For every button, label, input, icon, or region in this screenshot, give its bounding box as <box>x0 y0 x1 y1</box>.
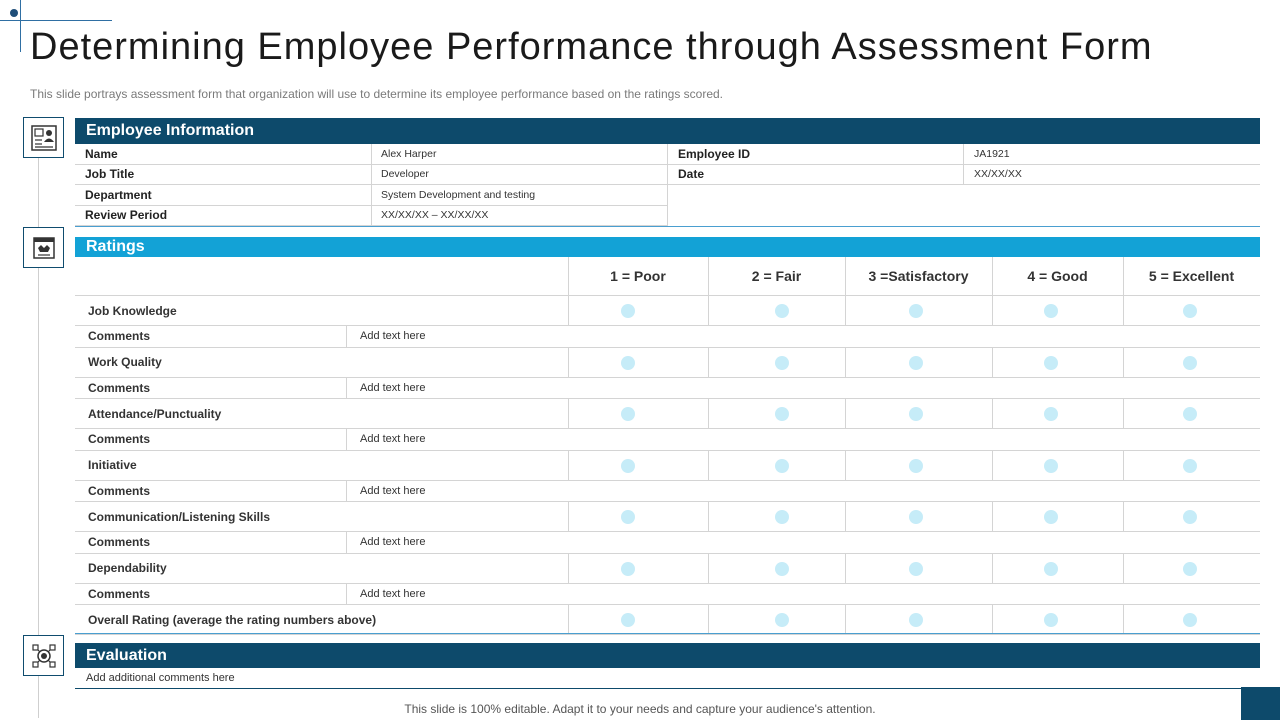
rating-option-5[interactable] <box>1183 356 1197 370</box>
page-subtitle: This slide portrays assessment form that organization will use to determine its employee performance based on the ratings scored. <box>30 87 723 101</box>
info-row-date <box>668 165 1260 186</box>
info-divider <box>963 144 964 185</box>
rating-column-divider <box>845 296 846 326</box>
criterion-row <box>75 451 1260 481</box>
info-value[interactable]: XX/XX/XX – XX/XX/XX <box>381 209 489 222</box>
comments-divider <box>346 481 347 503</box>
rating-option-5[interactable] <box>1183 562 1197 576</box>
comments-label: Comments <box>88 535 151 550</box>
rating-option-2[interactable] <box>775 304 789 318</box>
rating-option-2[interactable] <box>775 459 789 473</box>
corner-block-decoration <box>1241 687 1280 720</box>
employee-card-icon <box>23 117 64 158</box>
rating-option-4[interactable] <box>1044 510 1058 524</box>
criterion-row <box>75 296 1260 326</box>
rating-column-divider <box>992 399 993 429</box>
criterion-label: Attendance/Punctuality <box>88 406 222 421</box>
comments-label: Comments <box>88 483 151 498</box>
rating-column-divider <box>992 554 993 584</box>
rating-column-divider <box>992 605 993 635</box>
rating-column-divider <box>845 257 846 296</box>
evaluation-heading: Evaluation <box>86 646 167 664</box>
corner-dot-decoration <box>10 9 18 17</box>
rating-option-1[interactable] <box>621 613 635 627</box>
rating-column-divider <box>708 257 709 296</box>
rating-option-3[interactable] <box>909 407 923 421</box>
rating-option-4[interactable] <box>1044 356 1058 370</box>
info-value[interactable]: Developer <box>381 168 429 181</box>
criterion-label: Work Quality <box>88 355 162 369</box>
comments-label: Comments <box>88 432 151 447</box>
rating-column-divider <box>992 348 993 378</box>
comments-label: Comments <box>88 586 151 601</box>
employee-information-header <box>75 118 1260 144</box>
info-value[interactable]: XX/XX/XX <box>974 168 1022 181</box>
comments-divider <box>346 378 347 400</box>
rating-option-2[interactable] <box>775 562 789 576</box>
rating-column-divider <box>708 399 709 429</box>
comments-row <box>75 326 1260 348</box>
rating-column-divider <box>1123 502 1124 532</box>
info-value[interactable]: System Development and testing <box>381 188 536 201</box>
section-divider <box>75 633 1260 634</box>
rating-option-5[interactable] <box>1183 510 1197 524</box>
comments-row <box>75 429 1260 451</box>
ratings-heading: Ratings <box>86 238 145 255</box>
rating-option-4[interactable] <box>1044 407 1058 421</box>
info-divider <box>371 144 372 226</box>
evaluation-header <box>75 643 1260 668</box>
rating-option-3[interactable] <box>909 304 923 318</box>
rating-column-divider <box>1123 399 1124 429</box>
info-label: Department <box>85 187 152 202</box>
info-divider <box>667 144 668 226</box>
rating-option-1[interactable] <box>621 562 635 576</box>
rating-column-divider <box>992 451 993 481</box>
rating-option-3[interactable] <box>909 510 923 524</box>
rating-column-divider <box>992 257 993 296</box>
rating-option-5[interactable] <box>1183 613 1197 627</box>
rating-column-divider <box>845 605 846 635</box>
scale-header-4: 4 = Good <box>992 257 1123 296</box>
rating-column-divider <box>1123 554 1124 584</box>
rating-option-1[interactable] <box>621 510 635 524</box>
ratings-criteria-header-cell <box>75 257 568 296</box>
rating-option-1[interactable] <box>621 407 635 421</box>
ratings-header <box>75 237 1260 257</box>
rating-column-divider <box>1123 348 1124 378</box>
employee-information-heading: Employee Information <box>86 122 255 139</box>
rating-option-4[interactable] <box>1044 304 1058 318</box>
rating-column-divider <box>992 296 993 326</box>
rating-column-divider <box>845 502 846 532</box>
comments-divider <box>346 326 347 348</box>
footer-note: This slide is 100% editable. Adapt it to your needs and capture your audience's attention. <box>404 702 876 716</box>
rating-column-divider <box>708 605 709 635</box>
info-label: Name <box>85 146 118 161</box>
rating-column-divider <box>992 502 993 532</box>
rating-column-divider <box>708 502 709 532</box>
info-row-employee-id <box>668 144 1260 165</box>
section-divider <box>75 226 1260 227</box>
rating-option-2[interactable] <box>775 510 789 524</box>
comments-divider <box>346 584 347 606</box>
criterion-row <box>75 502 1260 532</box>
rating-option-2[interactable] <box>775 356 789 370</box>
scale-header-2: 2 = Fair <box>708 257 845 296</box>
comments-input[interactable]: Add text here <box>360 433 426 446</box>
overall-rating-row <box>75 605 1260 635</box>
corner-line-horizontal <box>0 20 112 21</box>
rating-column-divider <box>568 451 569 481</box>
comments-row <box>75 481 1260 503</box>
evaluation-underline <box>75 688 1260 689</box>
rating-column-divider <box>845 348 846 378</box>
comments-input[interactable]: Add text here <box>360 484 426 497</box>
comments-input[interactable]: Add text here <box>360 536 426 549</box>
rating-option-5[interactable] <box>1183 304 1197 318</box>
criterion-row <box>75 348 1260 378</box>
evaluation-comments-field[interactable]: Add additional comments here <box>86 672 235 684</box>
rating-option-4[interactable] <box>1044 562 1058 576</box>
rating-column-divider <box>845 399 846 429</box>
scale-header-3: 3 =Satisfactory <box>845 257 992 296</box>
rating-column-divider <box>708 296 709 326</box>
scale-header-5: 5 = Excellent <box>1123 257 1260 296</box>
rating-column-divider <box>1123 296 1124 326</box>
comments-label: Comments <box>88 380 151 395</box>
rating-column-divider <box>708 554 709 584</box>
rating-column-divider <box>568 399 569 429</box>
rating-column-divider <box>845 451 846 481</box>
rating-column-divider <box>568 296 569 326</box>
info-value[interactable]: Alex Harper <box>381 147 437 160</box>
page-title: Determining Employee Performance through Assessment Form <box>30 26 1153 68</box>
criterion-row <box>75 399 1260 429</box>
rating-option-3[interactable] <box>909 613 923 627</box>
rating-option-3[interactable] <box>909 459 923 473</box>
rating-column-divider <box>708 451 709 481</box>
criterion-label: Job Knowledge <box>88 303 177 318</box>
criterion-label: Dependability <box>88 561 167 575</box>
rating-option-4[interactable] <box>1044 459 1058 473</box>
scale-header-1: 1 = Poor <box>568 257 708 296</box>
rating-column-divider <box>568 348 569 378</box>
rating-column-divider <box>1123 451 1124 481</box>
rating-column-divider <box>708 348 709 378</box>
comments-input[interactable]: Add text here <box>360 330 426 343</box>
rating-option-3[interactable] <box>909 356 923 370</box>
evaluation-target-icon <box>23 635 64 676</box>
comments-divider <box>346 532 347 554</box>
overall-rating-label: Overall Rating (average the rating numbers above) <box>88 612 377 627</box>
rating-column-divider <box>1123 605 1124 635</box>
info-label: Date <box>678 167 705 182</box>
rating-option-5[interactable] <box>1183 459 1197 473</box>
criterion-label: Initiative <box>88 458 137 472</box>
criterion-label: Communication/Listening Skills <box>88 509 271 524</box>
rating-badge-icon <box>23 227 64 268</box>
rating-option-1[interactable] <box>621 459 635 473</box>
corner-line-vertical <box>20 0 21 52</box>
rating-option-1[interactable] <box>621 356 635 370</box>
comments-row <box>75 584 1260 606</box>
rating-option-1[interactable] <box>621 304 635 318</box>
rating-option-2[interactable] <box>775 613 789 627</box>
comments-row <box>75 378 1260 400</box>
rating-column-divider <box>568 605 569 635</box>
comments-input[interactable]: Add text here <box>360 381 426 394</box>
rating-option-5[interactable] <box>1183 407 1197 421</box>
comments-input[interactable]: Add text here <box>360 587 426 600</box>
rating-column-divider <box>845 554 846 584</box>
info-label: Review Period <box>85 208 168 223</box>
rating-column-divider <box>568 257 569 296</box>
rating-option-3[interactable] <box>909 562 923 576</box>
rating-column-divider <box>568 502 569 532</box>
comments-label: Comments <box>88 329 151 344</box>
rating-column-divider <box>568 554 569 584</box>
rating-option-4[interactable] <box>1044 613 1058 627</box>
employee-information-table <box>75 144 1260 226</box>
rating-column-divider <box>1123 257 1124 296</box>
rating-option-2[interactable] <box>775 407 789 421</box>
comments-row <box>75 532 1260 554</box>
info-label: Employee ID <box>678 146 751 161</box>
info-label: Job Title <box>85 167 135 182</box>
info-value[interactable]: JA1921 <box>974 147 1010 160</box>
criterion-row <box>75 554 1260 584</box>
comments-divider <box>346 429 347 451</box>
